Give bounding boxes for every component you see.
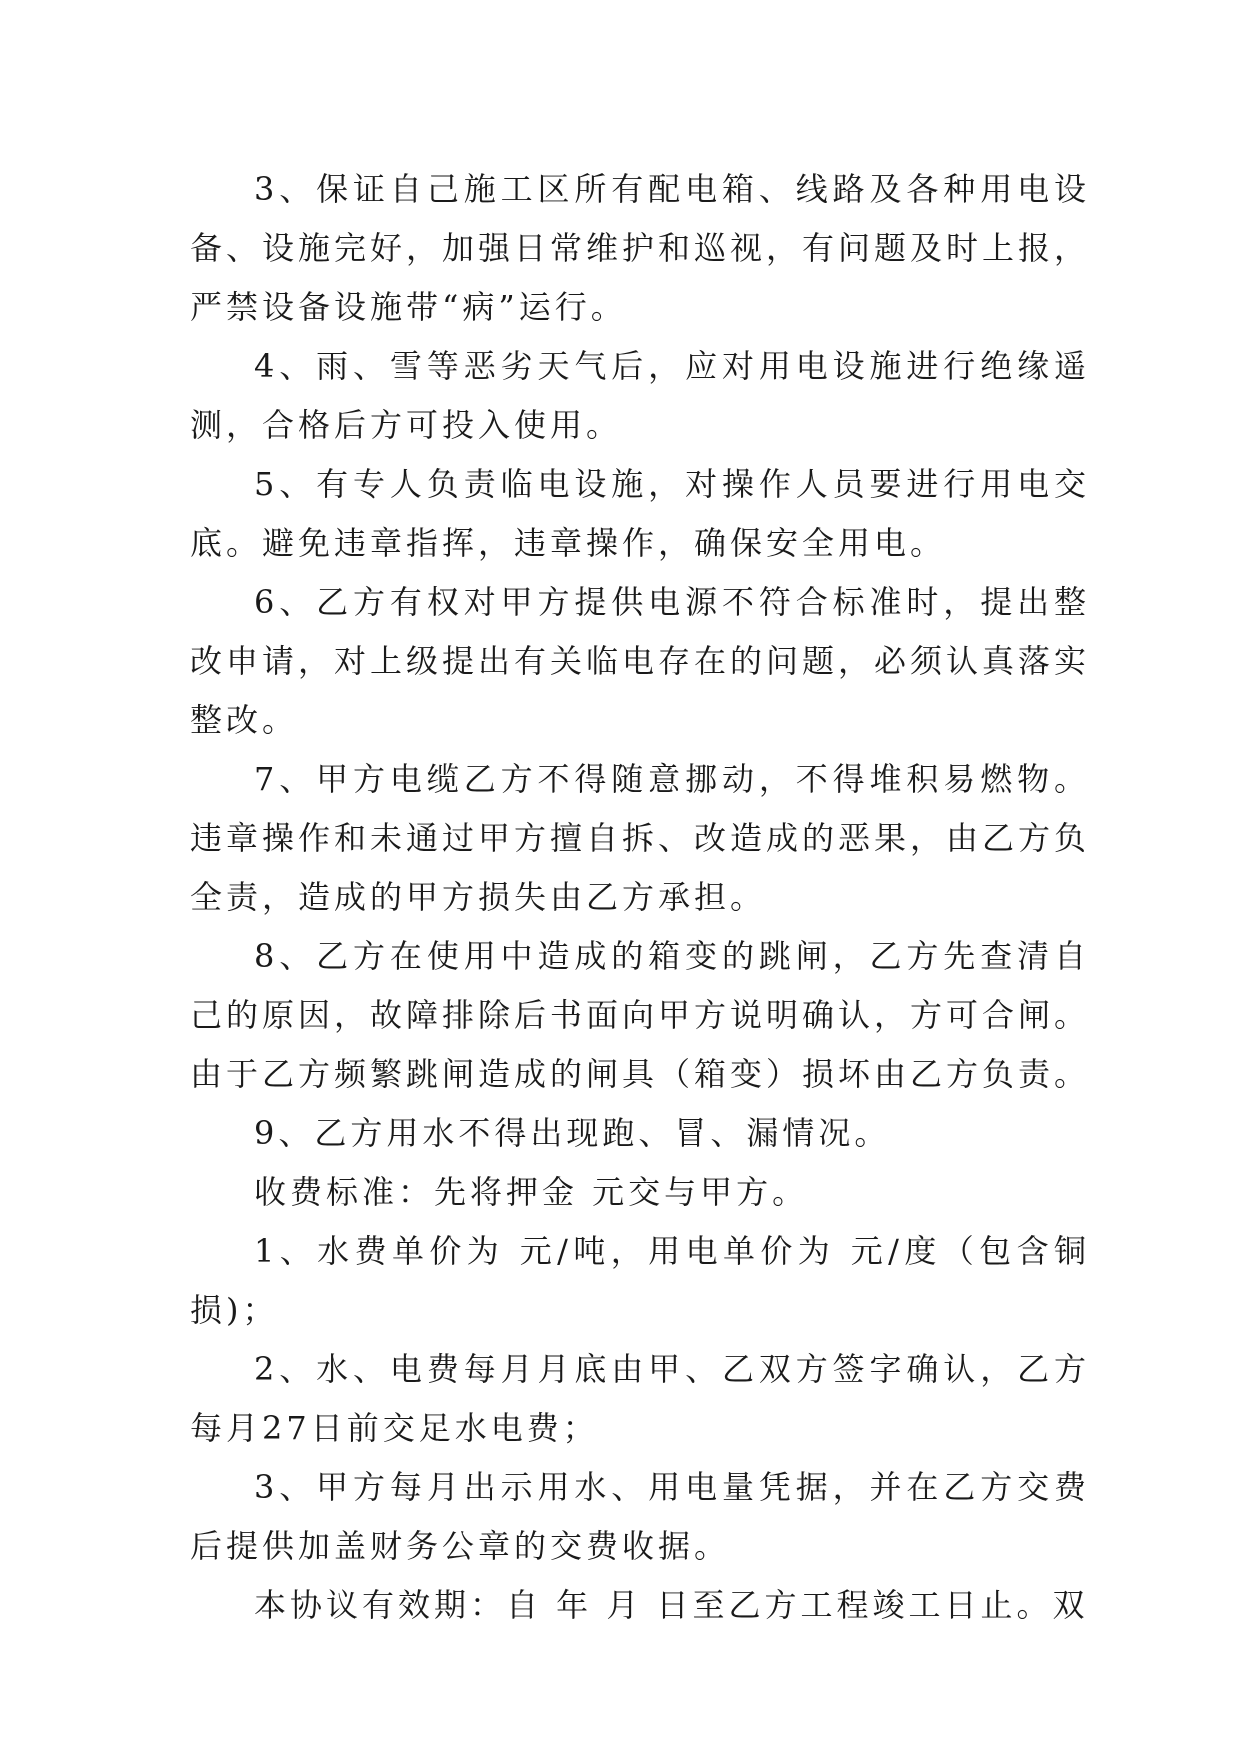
- paragraph-fee-2-monthly-settlement: 2、水、电费每月月底由甲、乙双方签字确认，乙方每月27日前交足水电费；: [190, 1350, 1090, 1447]
- paragraph-item-8-tripping: 8、乙方在使用中造成的箱变的跳闸，乙方先查清自己的原因，故障排除后书面向甲方说明确认，方可合闸。由于乙方频繁跳闸造成的闸具（箱变）损坏由乙方负责。: [190, 937, 1091, 1093]
- paragraph-item-7-cables: 7、甲方电缆乙方不得随意挪动，不得堆积易燃物。违章操作和未通过甲方擅自拆、改造成的恶果，由乙方负全责，造成的甲方损失由乙方承担。: [190, 760, 1091, 916]
- paragraph-item-4-weather-insulation: 4、雨、雪等恶劣天气后，应对用电设施进行绝缘遥测，合格后方可投入使用。: [190, 347, 1090, 444]
- paragraph-fee-3-receipts: 3、甲方每月出示用水、用电量凭据，并在乙方交费后提供加盖财务公章的交费收据。: [190, 1468, 1090, 1565]
- paragraph-item-6-rectification: 6、乙方有权对甲方提供电源不符合标准时，提出整改申请，对上级提出有关临电存在的问题，必须认真落实整改。: [190, 583, 1091, 739]
- paragraph-fee-standard: 收费标准：先将押金 元交与甲方。: [254, 1173, 809, 1211]
- paragraph-item-5-dedicated-staff: 5、有专人负责临电设施，对操作人员要进行用电交底。避免违章指挥，违章操作，确保安全用电。: [190, 465, 1090, 562]
- paragraph-fee-1-unit-price: 1、水费单价为 元/吨，用电单价为 元/度（包含铜损)；: [190, 1232, 1090, 1329]
- document-body: [190, 160, 1090, 1635]
- paragraph-validity-period: 本协议有效期：自 年 月 日至乙方工程竣工日止。双: [254, 1586, 1089, 1624]
- paragraph-item-3-power-boxes: 3、保证自己施工区所有配电箱、线路及各种用电设备、设施完好，加强日常维护和巡视，有问题及时上报，严禁设备设施带“病”运行。: [190, 170, 1091, 326]
- paragraph-item-9-water-leaks: 9、乙方用水不得出现跑、冒、漏情况。: [254, 1114, 891, 1152]
